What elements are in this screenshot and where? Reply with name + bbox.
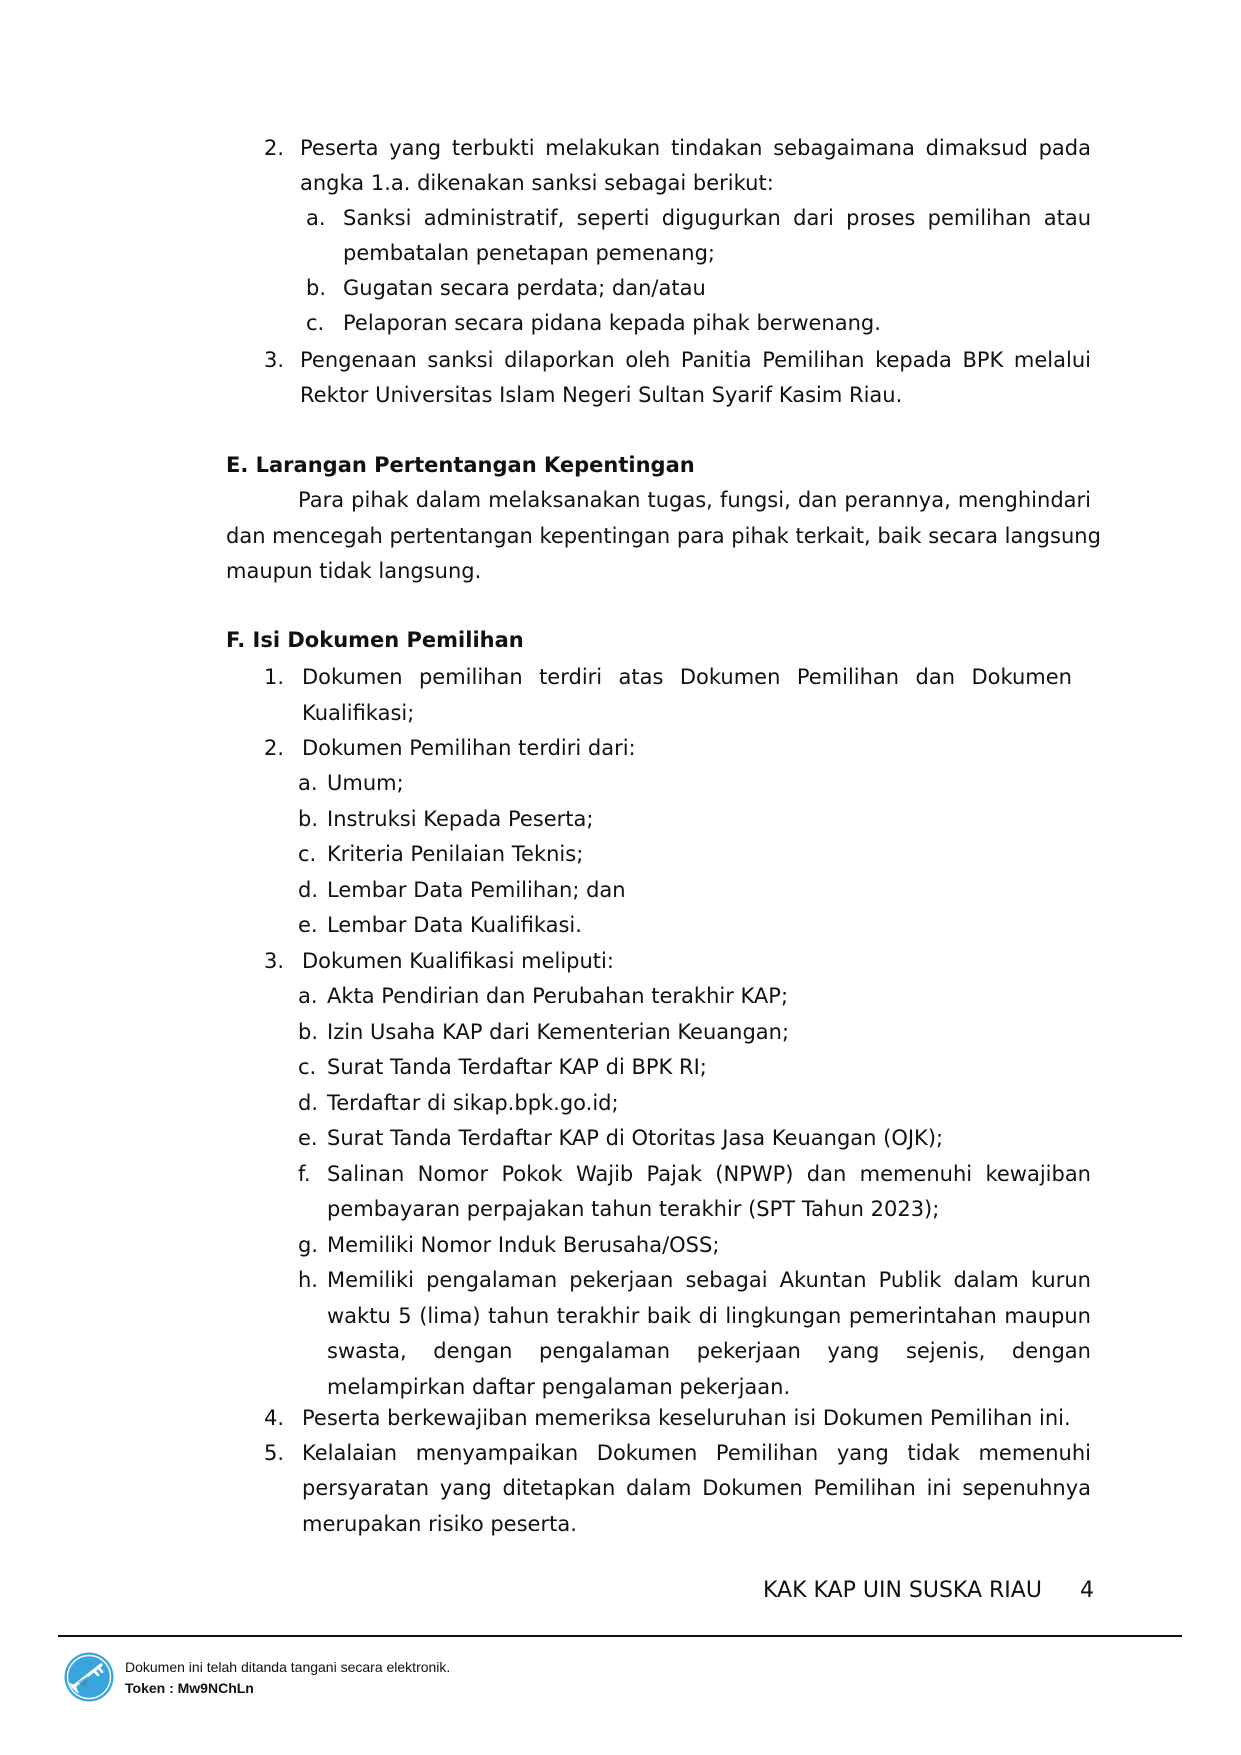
sublist-text-line: Izin Usaha KAP dari Kementerian Keuangan; — [327, 1020, 790, 1044]
list-text-line: Dokumen Kualifikasi meliputi: — [302, 949, 614, 973]
list-number: 4. — [264, 1406, 285, 1430]
sublist-label: d. — [298, 878, 319, 902]
list-number: 2. — [264, 736, 285, 760]
list-number: 1. — [264, 665, 285, 689]
list-text-line: Kelalaian menyampaikan Dokumen Pemilihan yang tidak memenuhi — [302, 1441, 1091, 1465]
sublist-label: e. — [298, 913, 318, 937]
list-number: 5. — [264, 1441, 285, 1465]
sublist-text-line: swasta, dengan pengalaman pekerjaan yang sejenis, dengan — [327, 1339, 1091, 1363]
list-text-line: Dokumen pemilihan terdiri atas Dokumen Pemilihan dan Dokumen — [302, 665, 1072, 689]
signature-notice: Dokumen ini telah ditanda tangani secara elektronik. — [125, 1659, 451, 1675]
list-text-line: Pengenaan sanksi dilaporkan oleh Panitia Pemilihan kepada BPK melalui — [300, 348, 1091, 372]
sublist-text-line: Memiliki Nomor Induk Berusaha/OSS; — [327, 1233, 720, 1257]
paragraph-line: maupun tidak langsung. — [226, 559, 482, 583]
sublist-text-line: Surat Tanda Terdaftar KAP di BPK RI; — [327, 1055, 707, 1079]
sublist-label: b. — [298, 1020, 319, 1044]
sublist-text-line: Terdaftar di sikap.bpk.go.id; — [327, 1091, 619, 1115]
sublist-label: g. — [298, 1233, 319, 1257]
sublist-text-line: Lembar Data Pemilihan; dan — [327, 878, 626, 902]
list-text-line: Kualifikasi; — [302, 701, 415, 725]
list-number: 2. — [264, 136, 285, 160]
sublist-text-line: pembayaran perpajakan tahun terakhir (SPT Tahun 2023); — [327, 1197, 940, 1221]
sublist-label: d. — [298, 1091, 319, 1115]
sublist-label: b. — [298, 807, 319, 831]
sublist-text-line: pembatalan penetapan pemenang; — [343, 241, 715, 265]
page-number: 4 — [1080, 1578, 1094, 1603]
list-text-line: Dokumen Pemilihan terdiri dari: — [302, 736, 636, 760]
sublist-label: e. — [298, 1126, 318, 1150]
page-footer-title: KAK KAP UIN SUSKA RIAU — [763, 1578, 1042, 1603]
sublist-text-line: Surat Tanda Terdaftar KAP di Otoritas Jasa Keuangan (OJK); — [327, 1126, 944, 1150]
sublist-label: f. — [298, 1162, 311, 1186]
sublist-label: c. — [298, 1055, 317, 1079]
sublist-text-line: Pelaporan secara pidana kepada pihak berwenang. — [343, 311, 881, 335]
sublist-label: c. — [306, 311, 325, 335]
sublist-label: h. — [298, 1268, 318, 1292]
paragraph-line: dan mencegah pertentangan kepentingan para pihak terkait, baik secara langsung — [226, 524, 1101, 548]
section-heading: E. Larangan Pertentangan Kepentingan — [226, 453, 695, 477]
sublist-text-line: waktu 5 (lima) tahun terakhir baik di lingkungan pemerintahan maupun — [327, 1304, 1091, 1328]
section-heading: F. Isi Dokumen Pemilihan — [226, 628, 524, 652]
sublist-label: a. — [298, 984, 318, 1008]
sublist-label: a. — [306, 206, 326, 230]
list-text-line: angka 1.a. dikenakan sanksi sebagai berikut: — [300, 171, 774, 195]
list-text-line: persyaratan yang ditetapkan dalam Dokumen Pemilihan ini sepenuhnya — [302, 1476, 1091, 1500]
sublist-text-line: Gugatan secara perdata; dan/atau — [343, 276, 706, 300]
sublist-label: c. — [298, 842, 317, 866]
sublist-text-line: Memiliki pengalaman pekerjaan sebagai Akuntan Publik dalam kurun — [327, 1268, 1091, 1292]
list-text-line: Peserta yang terbukti melakukan tindakan sebagaimana dimaksud pada — [300, 136, 1091, 160]
signature-token: Token : Mw9NChLn — [125, 1680, 254, 1696]
sublist-label: a. — [298, 771, 318, 795]
key-seal-icon — [64, 1652, 114, 1702]
sublist-text-line: Instruksi Kepada Peserta; — [327, 807, 594, 831]
paragraph-line: Para pihak dalam melaksanakan tugas, fungsi, dan perannya, menghindari — [298, 488, 1091, 512]
footer-divider — [58, 1635, 1182, 1637]
sublist-text-line: Lembar Data Kualifikasi. — [327, 913, 582, 937]
sublist-label: b. — [306, 276, 327, 300]
list-number: 3. — [264, 949, 285, 973]
list-text-line: merupakan risiko peserta. — [302, 1512, 577, 1536]
sublist-text-line: melampirkan daftar pengalaman pekerjaan. — [327, 1375, 791, 1399]
list-text-line: Peserta berkewajiban memeriksa keseluruhan isi Dokumen Pemilihan ini. — [302, 1406, 1071, 1430]
sublist-text-line: Sanksi administratif, seperti digugurkan dari proses pemilihan atau — [343, 206, 1091, 230]
sublist-text-line: Umum; — [327, 771, 404, 795]
list-number: 3. — [264, 348, 285, 372]
sublist-text-line: Akta Pendirian dan Perubahan terakhir KAP; — [327, 984, 789, 1008]
sublist-text-line: Kriteria Penilaian Teknis; — [327, 842, 584, 866]
list-text-line: Rektor Universitas Islam Negeri Sultan Syarif Kasim Riau. — [300, 383, 903, 407]
sublist-text-line: Salinan Nomor Pokok Wajib Pajak (NPWP) dan memenuhi kewajiban — [327, 1162, 1091, 1186]
